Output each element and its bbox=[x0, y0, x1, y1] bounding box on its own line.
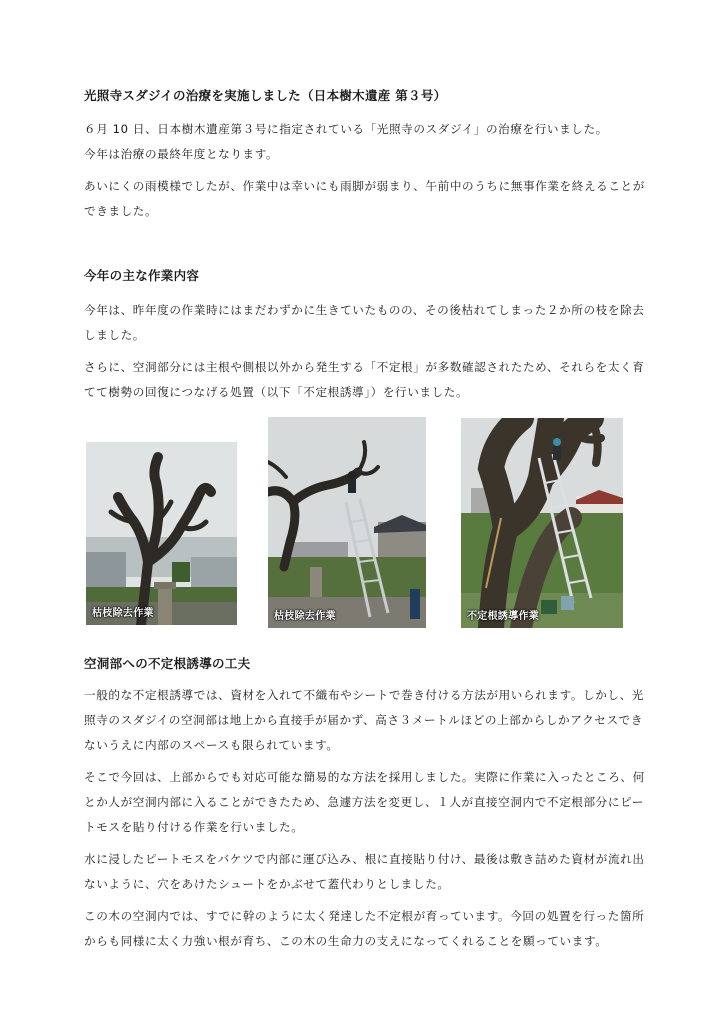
technique-paragraph-3 bbox=[84, 847, 650, 897]
text-line: 今年は、昨年度の作業時にはまだわずかに生きていたものの、その後枯れてしまった２か所の枝を除去 bbox=[84, 303, 645, 317]
intro-paragraph-1 bbox=[84, 117, 650, 167]
photo-adventitious-root-induction bbox=[461, 418, 623, 628]
intro-paragraph-2 bbox=[84, 174, 650, 224]
text-line: ６月 10 日、日本樹木遺産第３号に指定されている「光照寺のスダジイ」の治療を行いました。 bbox=[84, 122, 608, 136]
photo-dead-branch-removal-2 bbox=[268, 417, 426, 628]
photo-dead-branch-removal-1 bbox=[86, 442, 237, 625]
section-heading-technique: 空洞部への不定根誘導の工夫 bbox=[84, 656, 251, 671]
text-line: ないように、穴をあけたシュートをかぶせて蓋代わりとしました。 bbox=[84, 877, 450, 891]
tree-photo-image bbox=[86, 442, 237, 625]
text-line: トモスを貼り付ける作業を行いました。 bbox=[84, 820, 304, 834]
text-line: そこで今回は、上部からでも対応可能な簡易的な方法を採用しました。実際に作業に入ったところ、何 bbox=[84, 770, 645, 784]
photo-caption: 枯枝除去作業 bbox=[92, 608, 154, 619]
work-paragraph-2 bbox=[84, 355, 650, 405]
text-line: しました。 bbox=[84, 328, 145, 342]
text-line: 今年は治療の最終年度となります。 bbox=[84, 147, 279, 161]
technique-paragraph-2 bbox=[84, 765, 650, 840]
text-line: とか人が空洞内部に入ることができたため、急遽方法を変更し、１人が直接空洞内で不定根部分にピー bbox=[84, 795, 644, 809]
tree-photo-image bbox=[461, 418, 623, 628]
text-line: 照寺のスダジイの空洞部は地上から直接手が届かず、高さ３メートルほどの上部からしかアクセスでき bbox=[84, 713, 644, 727]
text-line: できました。 bbox=[84, 204, 158, 218]
technique-paragraph-4 bbox=[84, 904, 650, 954]
photo-caption: 枯枝除去作業 bbox=[274, 611, 336, 622]
text-line: この木の空洞内では、すでに幹のように太く発達した不定根が育っています。今回の処置を行った箇所 bbox=[84, 909, 645, 923]
text-line: ないうえに内部のスペースも限られています。 bbox=[84, 738, 339, 752]
tree-photo-image bbox=[268, 417, 426, 628]
page-title: 光照寺スダジイの治療を実施しました（日本樹木遺産 第３号） bbox=[84, 88, 447, 103]
work-paragraph-1 bbox=[84, 298, 650, 348]
text-line: てて樹勢の回復につなげる処置（以下「不定根誘導」）を行いました。 bbox=[84, 385, 469, 399]
text-line: あいにくの雨模様でしたが、作業中は幸いにも雨脚が弱まり、午前中のうちに無事作業を終えることが bbox=[84, 179, 645, 193]
technique-paragraph-1 bbox=[84, 683, 650, 758]
text-line: からも同様に太く力強い根が育ち、この木の生命力の支えになってくれることを願っています。 bbox=[84, 934, 608, 948]
text-line: 一般的な不定根誘導では、資材を入れて不織布やシートで巻き付ける方法が用いられます。しかし、光 bbox=[84, 688, 644, 702]
text-line: さらに、空洞部分には主根や側根以外から発生する「不定根」が多数確認されたため、それらを太く育 bbox=[84, 360, 645, 374]
photo-caption: 不定根誘導作業 bbox=[467, 611, 540, 622]
text-line: 水に浸したピートモスをバケツで内部に運び込み、根に直接貼り付け、最後は敷き詰めた資材が流れ出 bbox=[84, 852, 645, 866]
section-heading-work: 今年の主な作業内容 bbox=[84, 268, 200, 283]
